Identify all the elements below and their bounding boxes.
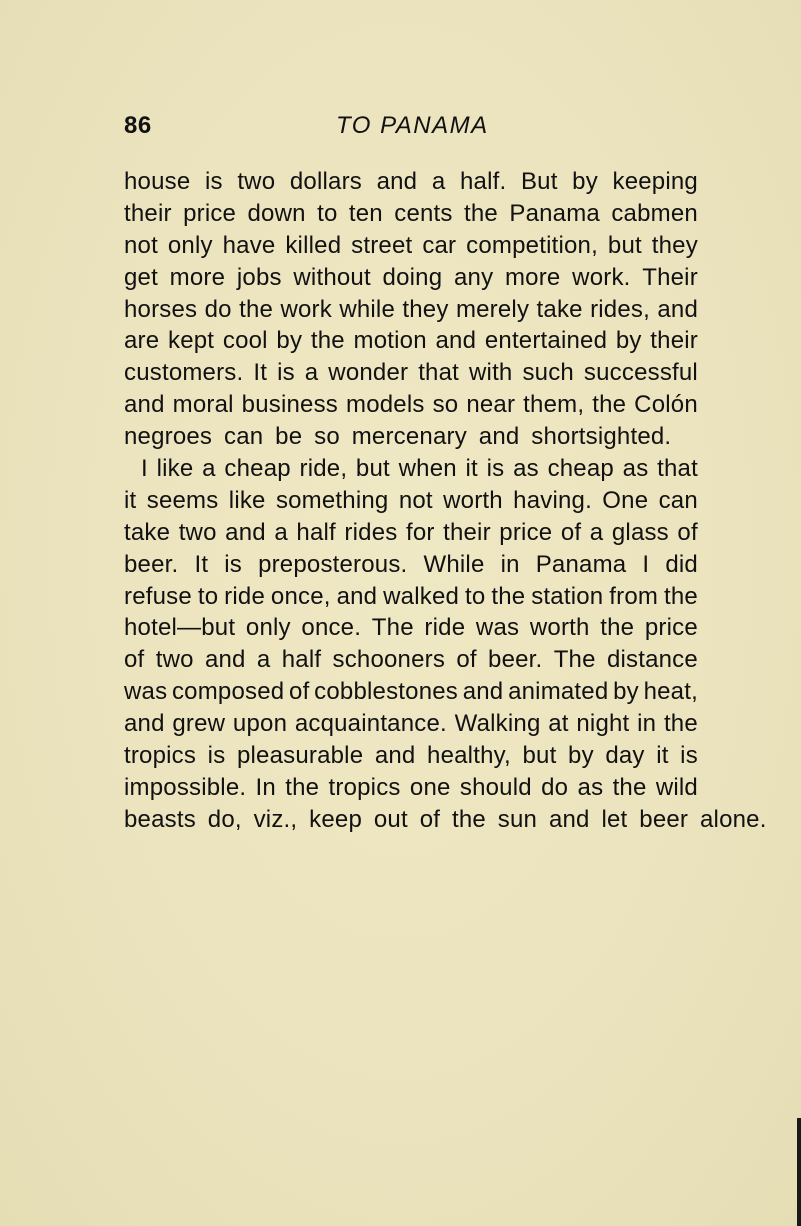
text-line: and moral business models so near them, the Colón (124, 391, 698, 419)
running-head (124, 112, 694, 152)
text-line: it seems like something not worth having. One can (124, 486, 698, 514)
text-line: take two and a half rides for their price of a glass of (124, 518, 698, 546)
text-line: not only have killed street car competition, but they (124, 231, 698, 259)
text-line: house is two dollars and a half. But by keeping (124, 168, 698, 195)
text-line: hotel—but only once. The ride was worth the price (124, 614, 698, 642)
body-text (124, 166, 767, 836)
text-line: I like a cheap ride, but when it is as cheap as that (141, 455, 698, 483)
text-line: refuse to ride once, and walked to the station from the (124, 582, 698, 610)
text-line: get more jobs without doing any more work. Their (124, 263, 698, 291)
paragraph-2 (124, 453, 767, 836)
text-line: horses do the work while they merely take rides, and (124, 295, 698, 323)
text-line: negroes can be so mercenary and shortsighted. (124, 423, 672, 451)
text-line: and grew upon acquaintance. Walking at night in the (124, 710, 698, 738)
text-line: tropics is pleasurable and healthy, but by day it is (124, 742, 698, 770)
page-edge-shadow (797, 1118, 801, 1226)
text-line: beasts do, viz., keep out of the sun and let beer alone. (124, 805, 767, 833)
text-line: their price down to ten cents the Panama cabmen (124, 199, 698, 227)
running-title: TO PANAMA (336, 112, 489, 139)
text-line: was composed of cobblestones and animated by heat, (124, 678, 698, 706)
paragraph-1 (124, 166, 698, 453)
text-line: customers. It is a wonder that with such successful (124, 359, 698, 387)
text-line: of two and a half schooners of beer. The distance (124, 646, 698, 674)
text-line: beer. It is preposterous. While in Panama I did (124, 550, 698, 578)
page-number: 86 (124, 112, 152, 139)
text-line: impossible. In the tropics one should do as the wild (124, 773, 698, 801)
text-line: are kept cool by the motion and entertained by their (124, 327, 698, 355)
